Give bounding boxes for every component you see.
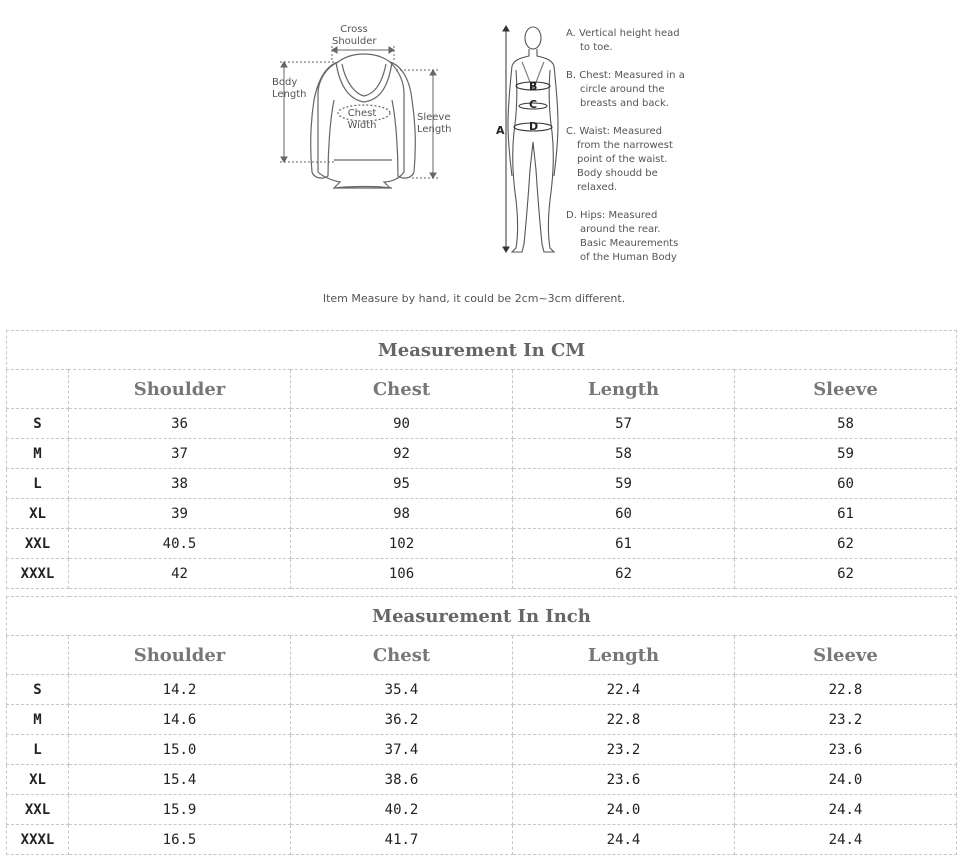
- column-header-length: Length: [513, 370, 735, 409]
- chest-width-label: [344, 108, 380, 132]
- size-cell: XL: [7, 499, 69, 529]
- letter-c: C: [529, 98, 538, 111]
- chest-width-line2: Width: [347, 120, 377, 131]
- size-table-cm: [6, 330, 957, 589]
- table-row: [7, 825, 957, 855]
- shoulder-cell: 39: [69, 499, 291, 529]
- table-row: [7, 675, 957, 705]
- chest-cell: 38.6: [291, 765, 513, 795]
- size-cell: S: [7, 675, 69, 705]
- length-cell: 24.0: [513, 795, 735, 825]
- size-cell: M: [7, 439, 69, 469]
- shoulder-cell: 15.0: [69, 735, 291, 765]
- size-cell: L: [7, 469, 69, 499]
- shoulder-cell: 36: [69, 409, 291, 439]
- sleeve-cell: 23.6: [735, 735, 957, 765]
- length-cell: 57: [513, 409, 735, 439]
- chest-cell: 37.4: [291, 735, 513, 765]
- size-cell: XXL: [7, 529, 69, 559]
- chest-cell: 41.7: [291, 825, 513, 855]
- column-header-sleeve: Sleeve: [735, 636, 957, 675]
- column-header-shoulder: Shoulder: [69, 636, 291, 675]
- sleeve-cell: 22.8: [735, 675, 957, 705]
- legend-item-c: C. Waist: Measured from the narrowest point of the waist. Body shoudd be relaxed.: [566, 126, 673, 193]
- sleeve-cell: 24.4: [735, 825, 957, 855]
- sleeve-length-line1: Sleeve: [417, 112, 451, 123]
- cross-shoulder-line2: Shoulder: [332, 36, 377, 47]
- table-row: [7, 469, 957, 499]
- table-title: Measurement In CM: [7, 331, 957, 370]
- column-header-shoulder: Shoulder: [69, 370, 291, 409]
- size-cell: M: [7, 705, 69, 735]
- length-cell: 23.6: [513, 765, 735, 795]
- length-cell: 62: [513, 559, 735, 589]
- cross-shoulder-line1: Cross: [340, 24, 368, 35]
- size-cell: L: [7, 735, 69, 765]
- chest-cell: 90: [291, 409, 513, 439]
- chest-cell: 95: [291, 469, 513, 499]
- chest-cell: 92: [291, 439, 513, 469]
- legend-item-a: A. Vertical height head to toe.: [566, 28, 680, 53]
- sleeve-length-line2: Length: [417, 124, 452, 135]
- length-cell: 59: [513, 469, 735, 499]
- column-header-chest: Chest: [291, 370, 513, 409]
- size-cell: XXL: [7, 795, 69, 825]
- chest-cell: 98: [291, 499, 513, 529]
- column-header-length: Length: [513, 636, 735, 675]
- length-cell: 22.8: [513, 705, 735, 735]
- table-row: [7, 705, 957, 735]
- table-row: [7, 735, 957, 765]
- sleeve-cell: 62: [735, 559, 957, 589]
- chest-cell: 35.4: [291, 675, 513, 705]
- sleeve-cell: 62: [735, 529, 957, 559]
- measurement-diagram: [0, 0, 962, 318]
- body-length-line1: Body: [272, 77, 298, 88]
- sleeve-cell: 60: [735, 469, 957, 499]
- shoulder-cell: 14.2: [69, 675, 291, 705]
- size-cell: XXXL: [7, 825, 69, 855]
- column-header-chest: Chest: [291, 636, 513, 675]
- length-cell: 61: [513, 529, 735, 559]
- sleeve-cell: 58: [735, 409, 957, 439]
- cross-shoulder-label: [332, 24, 376, 48]
- length-cell: 58: [513, 439, 735, 469]
- body-length-line2: Length: [272, 89, 307, 100]
- size-cell: XL: [7, 765, 69, 795]
- legend-item-b: B. Chest: Measured in a circle around the breasts and back.: [566, 70, 685, 109]
- chest-width-line1: Chest: [347, 108, 377, 119]
- shoulder-cell: 16.5: [69, 825, 291, 855]
- chest-cell: 106: [291, 559, 513, 589]
- table-title: Measurement In Inch: [7, 597, 957, 636]
- chest-cell: 36.2: [291, 705, 513, 735]
- column-header-size: [7, 636, 69, 675]
- sleeve-cell: 59: [735, 439, 957, 469]
- body-length-label: [272, 77, 307, 101]
- letter-d: D: [529, 120, 539, 133]
- table-row: [7, 795, 957, 825]
- column-header-sleeve: Sleeve: [735, 370, 957, 409]
- sleeve-cell: 24.4: [735, 795, 957, 825]
- table-row: [7, 499, 957, 529]
- shoulder-cell: 37: [69, 439, 291, 469]
- size-table-inch: [6, 596, 957, 855]
- size-cell: S: [7, 409, 69, 439]
- table-row: [7, 439, 957, 469]
- length-cell: 22.4: [513, 675, 735, 705]
- chest-cell: 102: [291, 529, 513, 559]
- sweater-sketch: [0, 0, 962, 290]
- shoulder-cell: 15.4: [69, 765, 291, 795]
- shoulder-cell: 42: [69, 559, 291, 589]
- sleeve-cell: 61: [735, 499, 957, 529]
- size-cell: XXXL: [7, 559, 69, 589]
- shoulder-cell: 14.6: [69, 705, 291, 735]
- column-header-size: [7, 370, 69, 409]
- chest-cell: 40.2: [291, 795, 513, 825]
- table-row: [7, 559, 957, 589]
- sleeve-cell: 24.0: [735, 765, 957, 795]
- sleeve-cell: 23.2: [735, 705, 957, 735]
- shoulder-cell: 40.5: [69, 529, 291, 559]
- measure-note: Item Measure by hand, it could be 2cm~3cm different.: [322, 292, 626, 305]
- shoulder-cell: 38: [69, 469, 291, 499]
- length-cell: 23.2: [513, 735, 735, 765]
- sleeve-length-label: [417, 112, 452, 136]
- legend-item-d: D. Hips: Measured around the rear. Basic Meaurements of the Human Body: [566, 210, 679, 263]
- table-row: [7, 765, 957, 795]
- letter-a: A: [496, 124, 505, 137]
- table-row: [7, 409, 957, 439]
- body-figure: [508, 27, 558, 252]
- length-cell: 60: [513, 499, 735, 529]
- letter-b: B: [529, 80, 538, 93]
- length-cell: 24.4: [513, 825, 735, 855]
- table-row: [7, 529, 957, 559]
- shoulder-cell: 15.9: [69, 795, 291, 825]
